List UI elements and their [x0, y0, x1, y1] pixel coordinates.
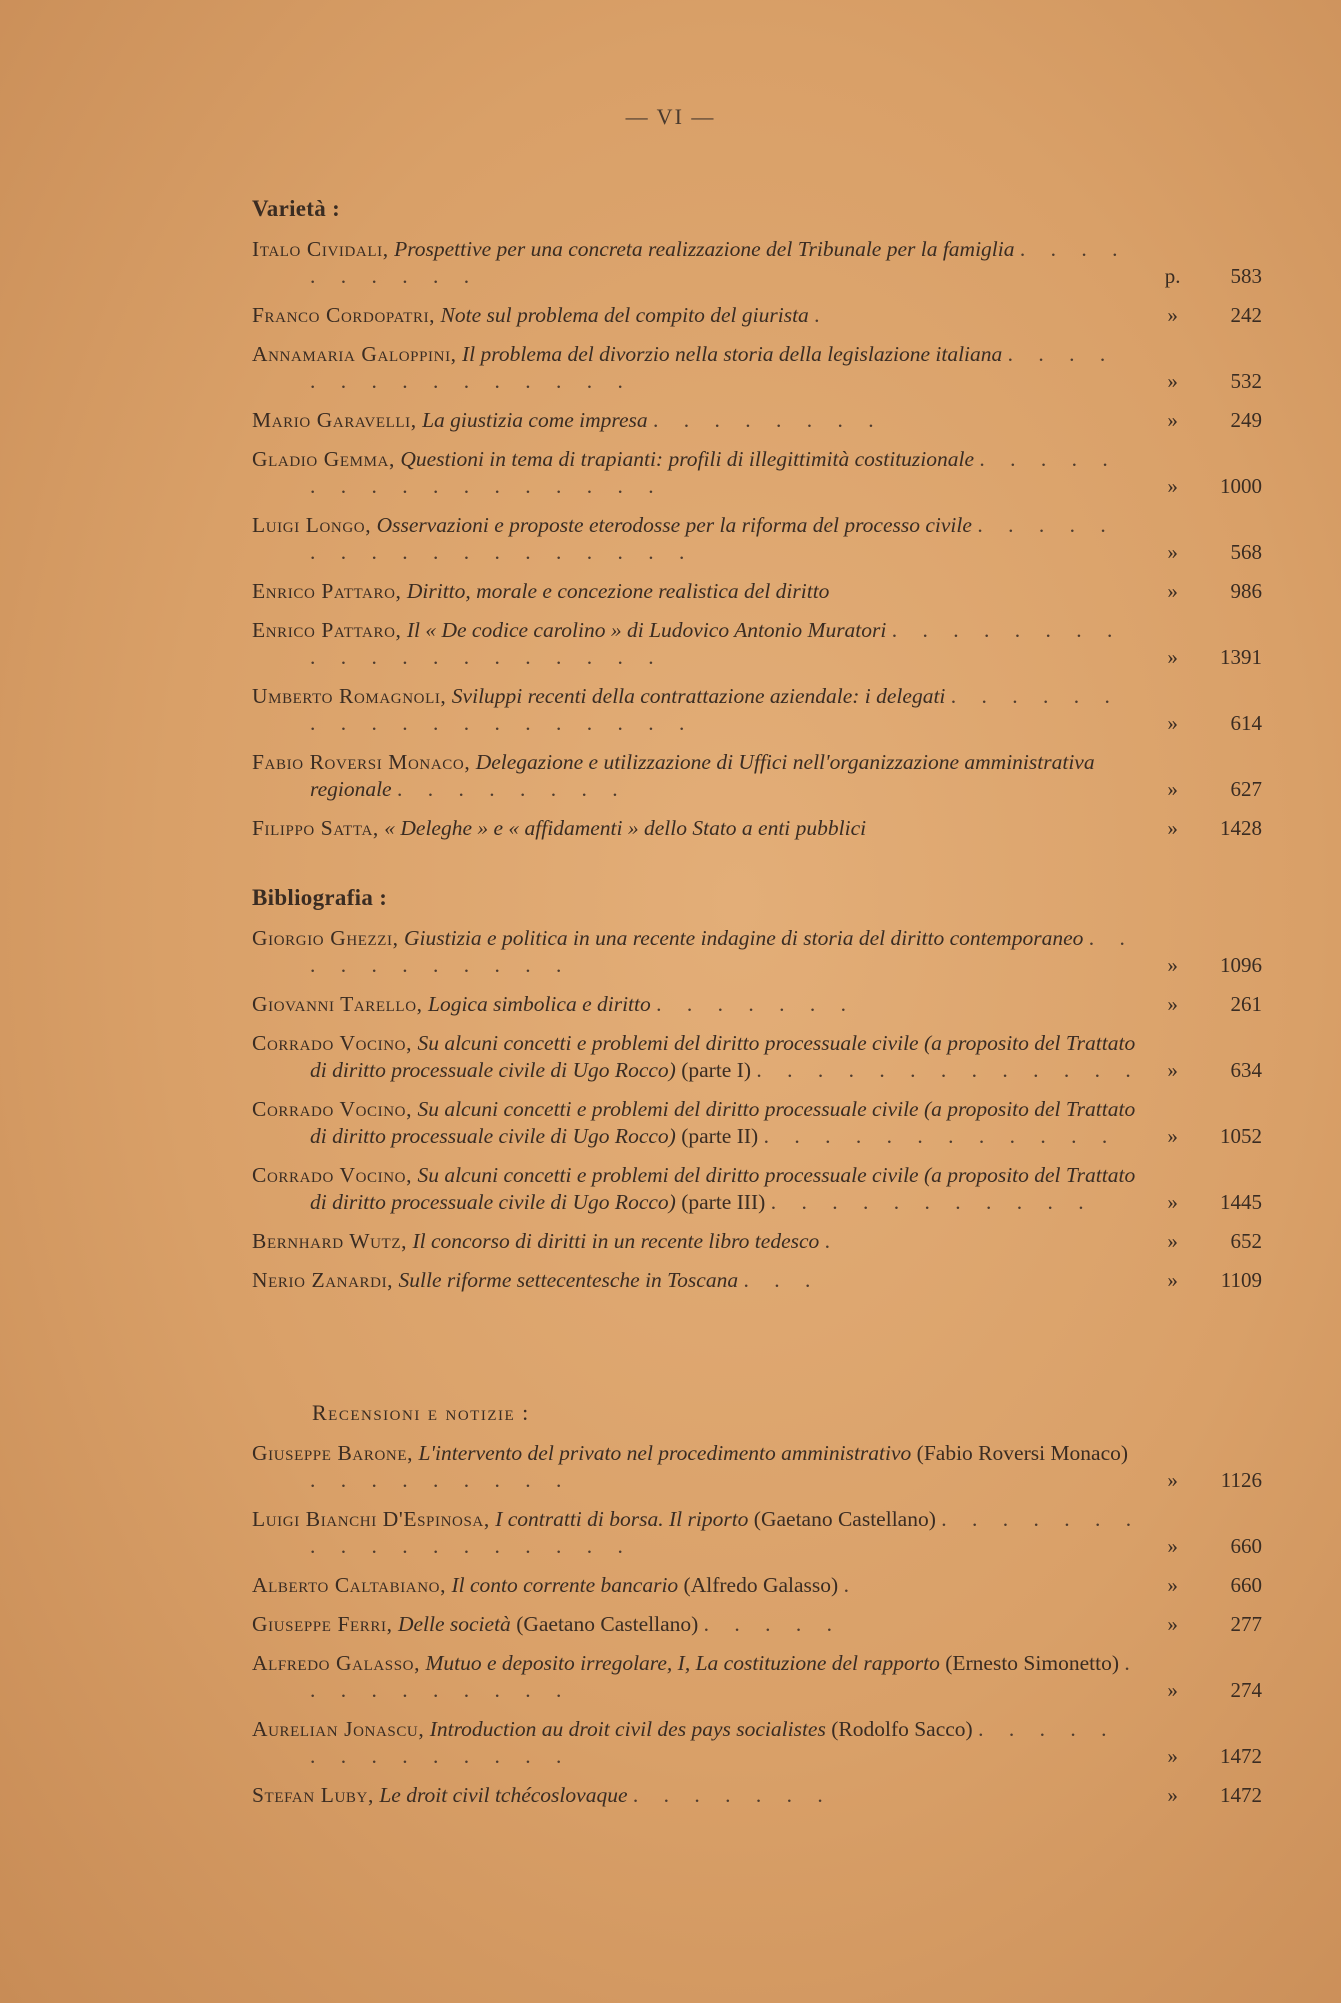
page-number: 986 — [1230, 579, 1262, 603]
entry-author: Giuseppe Ferri, — [252, 1612, 393, 1636]
dot-leader: . . . . . . . . . . . . . . . . . . . — [310, 684, 1120, 735]
toc-entry — [252, 683, 1262, 737]
entry-author: Umberto Romagnoli, — [252, 684, 447, 708]
entry-title: Osservazioni e proposte eterodosse per la riforma del processo civile — [376, 513, 972, 537]
toc-entry — [252, 1267, 1262, 1294]
ditto-mark: » — [1167, 816, 1178, 840]
entry-extra: (parte I) — [681, 1058, 752, 1082]
entry-text — [252, 236, 1146, 290]
page-reference — [1146, 1611, 1262, 1638]
toc-entry — [252, 1096, 1262, 1150]
dot-leader: . . . . . . . . — [396, 777, 628, 801]
entry-author: Alberto Caltabiano, — [252, 1573, 447, 1597]
page-reference — [1146, 539, 1262, 566]
toc-entry — [252, 236, 1262, 290]
page-number: 277 — [1230, 1612, 1262, 1636]
dot-leader: . — [843, 1573, 859, 1597]
page-reference — [1146, 368, 1262, 395]
page-reference — [1146, 1189, 1262, 1216]
page-reference — [1146, 407, 1262, 434]
entry-text — [252, 925, 1146, 979]
entry-text — [252, 1267, 1146, 1294]
page-number: 1096 — [1220, 953, 1262, 977]
entry-title: Sviluppi recenti della contrattazione aziendale: i delegati — [451, 684, 946, 708]
ditto-mark: » — [1167, 1229, 1178, 1253]
entry-title: Le droit civil tchécoslovaque — [379, 1783, 628, 1807]
ditto-mark: » — [1167, 369, 1178, 393]
dot-leader: . . . . . . . . . . . . . . . . . . — [310, 1507, 1142, 1558]
page-reference — [1146, 1123, 1262, 1150]
entry-title: Delle società — [397, 1612, 511, 1636]
page-reference — [1146, 1228, 1262, 1255]
entry-author: Giuseppe Barone, — [252, 1441, 414, 1465]
dot-leader: . . . . . . . . . . . . . . . . . . — [310, 513, 1116, 564]
entry-text — [252, 1506, 1146, 1560]
page-number: 1445 — [1220, 1190, 1262, 1214]
section-heading-recensioni: Recensioni e notizie : — [312, 1400, 530, 1425]
entry-author: Enrico Pattaro, — [252, 579, 402, 603]
page-reference — [1146, 710, 1262, 737]
entry-text — [252, 683, 1146, 737]
dot-leader: . . . . . . . . . . . . . . . . . . . . — [310, 618, 1123, 669]
page-folio: — VI — — [625, 104, 716, 129]
entry-text — [252, 341, 1146, 395]
entry-title: La giustizia come impresa — [422, 408, 648, 432]
dot-leader: . . . . . . . . . . . — [770, 1190, 1094, 1214]
ditto-mark: » — [1167, 1678, 1178, 1702]
toc-entry — [252, 512, 1262, 566]
toc-entry — [252, 1782, 1262, 1809]
entry-title: Su alcuni concetti e problemi del diritto processuale civile (a proposito del Trattato di diritto processuale civile di Ugo Rocco) — [310, 1097, 1136, 1148]
entry-list-varieta — [252, 236, 1262, 842]
ditto-mark: » — [1167, 579, 1178, 603]
page-reference — [1146, 991, 1262, 1018]
entry-title: Mutuo e deposito irregolare, I, La costituzione del rapporto — [425, 1651, 940, 1675]
page-reference — [1146, 776, 1262, 803]
entry-text — [252, 1096, 1146, 1150]
entry-title: Il concorso di diritti in un recente libro tedesco — [412, 1229, 820, 1253]
dot-leader: . . . . . . . . . . . . . — [756, 1058, 1141, 1082]
entry-text — [252, 991, 1146, 1018]
page-number: 660 — [1230, 1534, 1262, 1558]
page-number: 1052 — [1220, 1124, 1262, 1148]
entry-author: Nerio Zanardi, — [252, 1268, 394, 1292]
toc-entry — [252, 1572, 1262, 1599]
page-reference — [1146, 1743, 1262, 1770]
entry-text — [252, 512, 1146, 566]
ditto-mark: » — [1167, 1783, 1178, 1807]
page-reference — [1146, 1467, 1262, 1494]
ditto-mark: » — [1167, 1124, 1178, 1148]
toc-entry — [252, 1650, 1262, 1704]
dot-leader: . . . . . . . . . . — [310, 237, 1128, 288]
dot-leader: . . . . . . . . . . . — [310, 926, 1135, 977]
section-bibliografia — [252, 885, 1262, 1306]
dot-leader: . — [824, 1229, 841, 1253]
entry-author: Corrado Vocino, — [252, 1031, 413, 1055]
ditto-mark: » — [1167, 1268, 1178, 1292]
ditto-mark: » — [1167, 474, 1178, 498]
entry-extra: (Fabio Roversi Monaco) — [916, 1441, 1129, 1465]
ditto-mark: » — [1167, 1534, 1178, 1558]
page-reference — [1146, 263, 1262, 290]
entry-text — [252, 815, 1146, 842]
page-number: 1126 — [1220, 1468, 1262, 1492]
entry-text — [252, 1162, 1146, 1216]
entry-title: Giustizia e politica in una recente indagine di storia del diritto contemporaneo — [404, 926, 1084, 950]
page-reference — [1146, 1267, 1262, 1294]
page-reference — [1146, 1533, 1262, 1560]
page-reference — [1146, 815, 1262, 842]
toc-entry — [252, 991, 1262, 1018]
entry-author: Corrado Vocino, — [252, 1097, 413, 1121]
page-number: 261 — [1230, 992, 1262, 1016]
entry-author: Fabio Roversi Monaco, — [252, 750, 471, 774]
toc-entry — [252, 341, 1262, 395]
entry-extra: (parte III) — [681, 1190, 766, 1214]
toc-entry — [252, 749, 1262, 803]
entry-author: Alfredo Galasso, — [252, 1651, 421, 1675]
page-number: 627 — [1230, 777, 1262, 801]
toc-entry — [252, 1506, 1262, 1560]
dot-leader: . . . . . — [703, 1612, 843, 1636]
page-number: 1000 — [1220, 474, 1262, 498]
ditto-mark: » — [1167, 1573, 1178, 1597]
entry-text — [252, 1440, 1146, 1494]
toc-entry — [252, 302, 1262, 329]
entry-author: Aurelian Jonascu, — [252, 1717, 425, 1741]
ditto-mark: » — [1167, 540, 1178, 564]
toc-entry — [252, 617, 1262, 671]
page-number: 652 — [1230, 1229, 1262, 1253]
ditto-mark: » — [1167, 953, 1178, 977]
toc-entry — [252, 1440, 1262, 1494]
section-heading-bibliografia: Bibliografia : — [252, 885, 388, 910]
section-heading-varieta: Varietà : — [252, 196, 341, 221]
entry-title: Delegazione e utilizzazione di Uffici nell'organizzazione amministrativa regionale — [310, 750, 1095, 801]
entry-title: I contratti di borsa. Il riporto — [495, 1507, 749, 1531]
toc-entry — [252, 1611, 1262, 1638]
entry-text — [252, 302, 1146, 329]
toc-entry — [252, 446, 1262, 500]
page-reference — [1146, 578, 1262, 605]
dot-leader: . . . . . . . . — [653, 408, 884, 432]
page-number: 634 — [1230, 1058, 1262, 1082]
entry-title: Questioni in tema di trapianti: profili di illegittimità costituzionale — [400, 447, 975, 471]
entry-text — [252, 1650, 1146, 1704]
page-number: 614 — [1230, 711, 1262, 735]
page-reference — [1146, 1782, 1262, 1809]
ditto-mark: » — [1167, 992, 1178, 1016]
entry-list-recensioni — [252, 1440, 1262, 1809]
page-reference — [1146, 302, 1262, 329]
entry-title: Note sul problema del compito del giurista — [440, 303, 809, 327]
entry-title: Prospettive per una concreta realizzazione del Tribunale per la famiglia — [394, 237, 1015, 261]
toc-entry — [252, 925, 1262, 979]
entry-title: Il problema del divorzio nella storia della legislazione italiana — [462, 342, 1003, 366]
entry-text — [252, 617, 1146, 671]
entry-title: Il « De codice carolino » di Ludovico Antonio Muratori — [406, 618, 887, 642]
entry-author: Luigi Bianchi D'Espinosa, — [252, 1507, 490, 1531]
dot-leader: . . . . . . . — [632, 1783, 833, 1807]
dot-leader: . . . . . . . . . . — [310, 1651, 1140, 1702]
entry-text — [252, 749, 1146, 803]
ditto-mark: » — [1167, 711, 1178, 735]
entry-text — [252, 407, 1146, 434]
page-number: 1472 — [1220, 1783, 1262, 1807]
page-number: 1472 — [1220, 1744, 1262, 1768]
page-number: 242 — [1230, 303, 1262, 327]
toc-entry — [252, 1228, 1262, 1255]
entry-title: Logica simbolica e diritto — [427, 992, 651, 1016]
entry-text — [252, 1030, 1146, 1084]
toc-entry — [252, 1030, 1262, 1084]
entry-author: Luigi Longo, — [252, 513, 372, 537]
page-number: 1109 — [1220, 1268, 1262, 1292]
dot-leader: . — [814, 303, 830, 327]
page-reference — [1146, 644, 1262, 671]
entry-extra: (Alfredo Galasso) — [683, 1573, 839, 1597]
dot-leader: . . . . . . . — [656, 992, 856, 1016]
entry-author: Annamaria Galoppini, — [252, 342, 457, 366]
entry-extra: (parte II) — [681, 1124, 759, 1148]
ditto-mark: » — [1167, 645, 1178, 669]
entry-text — [252, 1716, 1146, 1770]
entry-extra: (Gaetano Castellano) — [753, 1507, 936, 1531]
page-number: 660 — [1230, 1573, 1262, 1597]
page-number: 583 — [1230, 264, 1262, 288]
entry-author: Stefan Luby, — [252, 1783, 374, 1807]
entry-author: Mario Garavelli, — [252, 408, 417, 432]
toc-entry — [252, 1716, 1262, 1770]
entry-title: Sulle riforme settecentesche in Toscana — [398, 1268, 739, 1292]
section-recensioni — [252, 1400, 1262, 1821]
entry-author: Gladio Gemma, — [252, 447, 395, 471]
toc-entry — [252, 407, 1262, 434]
page-number: 1391 — [1220, 645, 1262, 669]
entry-author: Bernhard Wutz, — [252, 1229, 408, 1253]
toc-entry — [252, 1162, 1262, 1216]
entry-author: Italo Cividali, — [252, 237, 389, 261]
entry-text — [252, 1611, 1146, 1638]
page-reference — [1146, 1677, 1262, 1704]
toc-entry — [252, 578, 1262, 605]
toc-entry — [252, 815, 1262, 842]
entry-title: Su alcuni concetti e problemi del diritto processuale civile (a proposito del Trattato di diritto processuale civile di Ugo Rocco) — [310, 1163, 1136, 1214]
entry-author: Corrado Vocino, — [252, 1163, 413, 1187]
entry-extra: (Gaetano Castellano) — [516, 1612, 699, 1636]
page-number: 274 — [1230, 1678, 1262, 1702]
entry-title: Il conto corrente bancario — [451, 1573, 679, 1597]
section-varieta — [252, 196, 1262, 854]
entry-title: Su alcuni concetti e problemi del diritto processuale civile (a proposito del Trattato di diritto processuale civile di Ugo Rocco) — [310, 1031, 1136, 1082]
dot-leader: . . . . . . . . . . . . . . . — [310, 342, 1116, 393]
page-reference — [1146, 473, 1262, 500]
page-number: 568 — [1230, 540, 1262, 564]
page-reference — [1146, 1057, 1262, 1084]
dot-leader: . . . . . . . . . . . . . . . . . — [310, 447, 1118, 498]
entry-author: Giorgio Ghezzi, — [252, 926, 399, 950]
page-number: 532 — [1230, 369, 1262, 393]
entry-title: Introduction au droit civil des pays socialistes — [429, 1717, 826, 1741]
entry-author: Franco Cordopatri, — [252, 303, 436, 327]
page-reference — [1146, 952, 1262, 979]
entry-text — [252, 1572, 1146, 1599]
page-number: 249 — [1230, 408, 1262, 432]
dot-leader: . . . . . . . . . — [310, 1468, 572, 1492]
dot-leader: . . . . . . . . . . . . . . — [310, 1717, 1117, 1768]
entry-title: L'intervento del privato nel procedimento amministrativo — [418, 1441, 912, 1465]
entry-text — [252, 1228, 1146, 1255]
entry-author: Enrico Pattaro, — [252, 618, 402, 642]
ditto-mark: » — [1167, 303, 1178, 327]
entry-text — [252, 446, 1146, 500]
entry-text — [252, 578, 1146, 605]
entry-extra: (Ernesto Simonetto) — [945, 1651, 1119, 1675]
ditto-mark: » — [1167, 1468, 1178, 1492]
ditto-mark: » — [1167, 777, 1178, 801]
page-reference — [1146, 1572, 1262, 1599]
page-number: 1428 — [1220, 816, 1262, 840]
dot-leader: . . . . . . . . . . . . — [763, 1124, 1118, 1148]
entry-title: « Deleghe » e « affidamenti » dello Stato a enti pubblici — [384, 816, 867, 840]
ditto-mark: » — [1167, 1612, 1178, 1636]
ditto-mark: p. — [1164, 264, 1181, 288]
entry-extra: (Rodolfo Sacco) — [831, 1717, 973, 1741]
entry-text — [252, 1782, 1146, 1809]
ditto-mark: » — [1167, 1190, 1178, 1214]
ditto-mark: » — [1167, 408, 1178, 432]
entry-author: Giovanni Tarello, — [252, 992, 423, 1016]
dot-leader: . . . — [743, 1268, 821, 1292]
entry-author: Filippo Satta, — [252, 816, 379, 840]
entry-title: Diritto, morale e concezione realistica del diritto — [406, 579, 830, 603]
entry-list-bibliografia — [252, 925, 1262, 1294]
ditto-mark: » — [1167, 1058, 1178, 1082]
ditto-mark: » — [1167, 1744, 1178, 1768]
